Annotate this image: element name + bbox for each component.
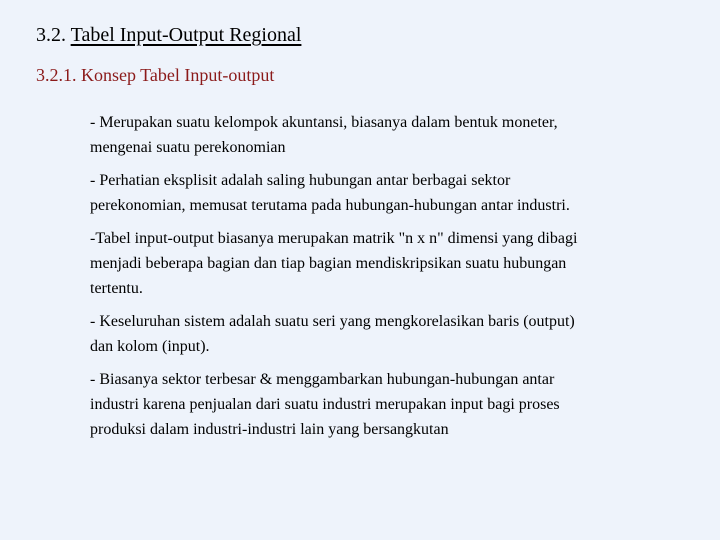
- bullet-line: -Tabel input-output biasanya merupakan matrik "n x n" dimensi yang dibagi: [90, 230, 578, 247]
- bullet-item: [90, 226, 690, 301]
- bullet-line: - Biasanya sektor terbesar & menggambarkan hubungan-hubungan antar: [90, 371, 555, 388]
- bullet-line: perekonomian, memusat terutama pada hubungan-hubungan antar industri.: [90, 197, 570, 214]
- bullet-line: produksi dalam industri-industri lain yang bersangkutan: [90, 421, 449, 438]
- heading-number: 3.2.: [36, 24, 66, 46]
- bullet-line: menjadi beberapa bagian dan tiap bagian mendiskripsikan suatu hubungan: [90, 255, 567, 272]
- bullet-line: - Perhatian eksplisit adalah saling hubungan antar berbagai sektor: [90, 172, 511, 189]
- bullet-list: [90, 110, 690, 450]
- bullet-line: - Keseluruhan sistem adalah suatu seri yang mengkorelasikan baris (output): [90, 313, 575, 330]
- bullet-item: [90, 168, 690, 218]
- bullet-line: tertentu.: [90, 280, 143, 297]
- slide-heading: [36, 22, 301, 48]
- bullet-item: [90, 309, 690, 359]
- bullet-item: [90, 110, 690, 160]
- bullet-line: mengenai suatu perekonomian: [90, 139, 286, 156]
- heading-title: Tabel Input-Output Regional: [70, 24, 302, 46]
- bullet-line: - Merupakan suatu kelompok akuntansi, biasanya dalam bentuk moneter,: [90, 114, 558, 131]
- bullet-line: industri karena penjualan dari suatu industri merupakan input bagi proses: [90, 396, 560, 413]
- bullet-item: [90, 367, 690, 442]
- subheading: 3.2.1. Konsep Tabel Input-output: [36, 65, 275, 85]
- bullet-line: dan kolom (input).: [90, 338, 210, 355]
